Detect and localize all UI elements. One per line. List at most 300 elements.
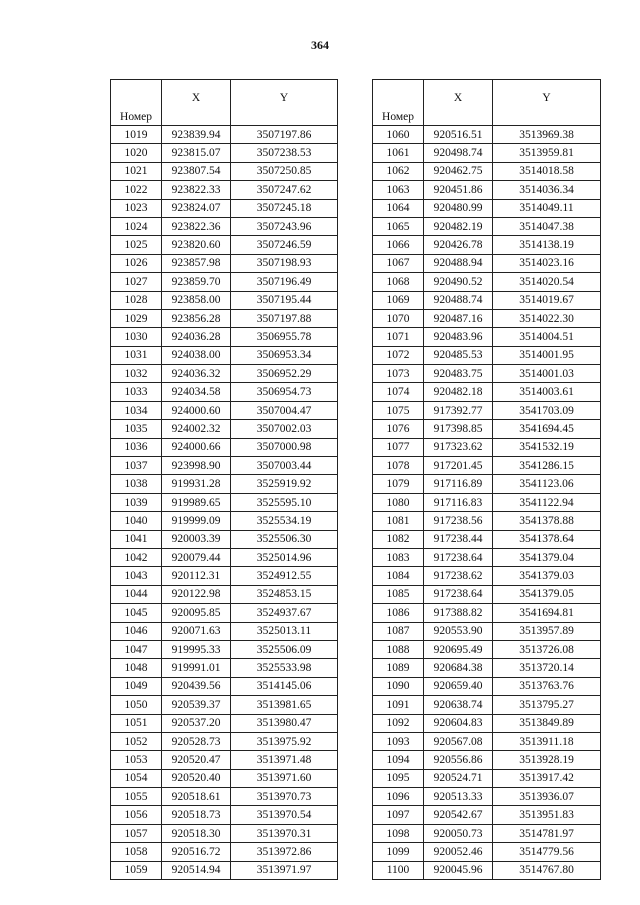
x-coordinate: 920482.19 xyxy=(424,217,493,235)
point-number: 1091 xyxy=(373,696,424,714)
y-coordinate: 3541694.81 xyxy=(493,604,601,622)
point-number: 1028 xyxy=(111,291,162,309)
y-coordinate: 3507002.03 xyxy=(231,420,338,438)
x-coordinate: 924000.60 xyxy=(162,401,231,419)
x-coordinate: 924002.32 xyxy=(162,420,231,438)
table-row xyxy=(111,181,338,199)
point-number: 1053 xyxy=(111,751,162,769)
table-row xyxy=(373,824,601,842)
point-number: 1019 xyxy=(111,126,162,144)
point-number: 1036 xyxy=(111,438,162,456)
x-coordinate: 920488.94 xyxy=(424,254,493,272)
point-number: 1081 xyxy=(373,512,424,530)
y-coordinate: 3514767.80 xyxy=(493,861,601,879)
x-coordinate: 923856.28 xyxy=(162,309,231,327)
table-row xyxy=(111,457,338,475)
point-number: 1050 xyxy=(111,696,162,714)
x-coordinate: 920487.16 xyxy=(424,309,493,327)
point-number: 1054 xyxy=(111,769,162,787)
y-coordinate: 3525534.19 xyxy=(231,512,338,530)
point-number: 1023 xyxy=(111,199,162,217)
point-number: 1022 xyxy=(111,181,162,199)
y-coordinate: 3514004.51 xyxy=(493,328,601,346)
point-number: 1045 xyxy=(111,604,162,622)
table-row xyxy=(111,365,338,383)
table-row xyxy=(373,401,601,419)
y-coordinate: 3507004.47 xyxy=(231,401,338,419)
point-number: 1061 xyxy=(373,144,424,162)
y-coordinate: 3514036.34 xyxy=(493,181,601,199)
point-number: 1038 xyxy=(111,475,162,493)
table-row xyxy=(373,751,601,769)
table-row xyxy=(373,383,601,401)
table-row xyxy=(373,567,601,585)
y-coordinate: 3507197.86 xyxy=(231,126,338,144)
y-coordinate: 3507198.93 xyxy=(231,254,338,272)
y-coordinate: 3513981.65 xyxy=(231,696,338,714)
x-coordinate: 920451.86 xyxy=(424,181,493,199)
x-coordinate: 917238.56 xyxy=(424,512,493,530)
x-coordinate: 923815.07 xyxy=(162,144,231,162)
table-row xyxy=(373,126,601,144)
x-coordinate: 920003.39 xyxy=(162,530,231,548)
y-coordinate: 3514145.06 xyxy=(231,677,338,695)
table-row xyxy=(111,530,338,548)
table-row xyxy=(111,162,338,180)
table-row xyxy=(373,806,601,824)
x-coordinate: 920514.94 xyxy=(162,861,231,879)
table-row xyxy=(111,309,338,327)
table-row xyxy=(111,291,338,309)
y-coordinate: 3513970.54 xyxy=(231,806,338,824)
y-coordinate: 3541378.88 xyxy=(493,512,601,530)
point-number: 1087 xyxy=(373,622,424,640)
table-row xyxy=(373,677,601,695)
point-number: 1070 xyxy=(373,309,424,327)
x-coordinate: 920426.78 xyxy=(424,236,493,254)
table-row xyxy=(373,217,601,235)
y-coordinate: 3525919.92 xyxy=(231,475,338,493)
point-number: 1035 xyxy=(111,420,162,438)
point-number: 1055 xyxy=(111,788,162,806)
x-coordinate: 923859.70 xyxy=(162,273,231,291)
y-coordinate: 3541123.06 xyxy=(493,475,601,493)
y-coordinate: 3513972.86 xyxy=(231,843,338,861)
x-coordinate: 917116.83 xyxy=(424,493,493,511)
y-coordinate: 3541286.15 xyxy=(493,457,601,475)
x-coordinate: 920485.53 xyxy=(424,346,493,364)
x-coordinate: 919989.65 xyxy=(162,493,231,511)
point-number: 1046 xyxy=(111,622,162,640)
table-row xyxy=(111,217,338,235)
table-row xyxy=(373,493,601,511)
point-number: 1031 xyxy=(111,346,162,364)
y-coordinate: 3514001.95 xyxy=(493,346,601,364)
header-y: Y xyxy=(231,80,338,126)
x-coordinate: 920695.49 xyxy=(424,640,493,658)
table-row xyxy=(111,346,338,364)
y-coordinate: 3514779.56 xyxy=(493,843,601,861)
x-coordinate: 917392.77 xyxy=(424,401,493,419)
table-row xyxy=(373,199,601,217)
point-number: 1086 xyxy=(373,604,424,622)
y-coordinate: 3525013.11 xyxy=(231,622,338,640)
x-coordinate: 920684.38 xyxy=(424,659,493,677)
table-row xyxy=(373,512,601,530)
y-coordinate: 3513957.89 xyxy=(493,622,601,640)
table-row xyxy=(111,199,338,217)
y-coordinate: 3514003.61 xyxy=(493,383,601,401)
x-coordinate: 923857.98 xyxy=(162,254,231,272)
y-coordinate: 3514138.19 xyxy=(493,236,601,254)
y-coordinate: 3541378.64 xyxy=(493,530,601,548)
y-coordinate: 3513951.83 xyxy=(493,806,601,824)
point-number: 1097 xyxy=(373,806,424,824)
point-number: 1058 xyxy=(111,843,162,861)
x-coordinate: 917201.45 xyxy=(424,457,493,475)
point-number: 1068 xyxy=(373,273,424,291)
y-coordinate: 3506952.29 xyxy=(231,365,338,383)
y-coordinate: 3541379.04 xyxy=(493,548,601,566)
table-header-row xyxy=(111,80,338,126)
point-number: 1095 xyxy=(373,769,424,787)
y-coordinate: 3514020.54 xyxy=(493,273,601,291)
table-row xyxy=(111,806,338,824)
x-coordinate: 920050.73 xyxy=(424,824,493,842)
table-row xyxy=(111,769,338,787)
table-row xyxy=(111,585,338,603)
table-row xyxy=(373,420,601,438)
table-row xyxy=(373,861,601,879)
coordinates-table-right xyxy=(372,79,601,880)
table-row xyxy=(373,548,601,566)
y-coordinate: 3513917.42 xyxy=(493,769,601,787)
y-coordinate: 3514781.97 xyxy=(493,824,601,842)
point-number: 1043 xyxy=(111,567,162,585)
table-row xyxy=(111,236,338,254)
table-row xyxy=(111,548,338,566)
table-row xyxy=(111,567,338,585)
x-coordinate: 920518.61 xyxy=(162,788,231,806)
table-row xyxy=(111,328,338,346)
table-row xyxy=(111,420,338,438)
table-row xyxy=(111,273,338,291)
x-coordinate: 920122.98 xyxy=(162,585,231,603)
x-coordinate: 920537.20 xyxy=(162,714,231,732)
table-row xyxy=(373,365,601,383)
y-coordinate: 3513971.97 xyxy=(231,861,338,879)
x-coordinate: 920553.90 xyxy=(424,622,493,640)
table-row xyxy=(373,604,601,622)
x-coordinate: 920567.08 xyxy=(424,732,493,750)
x-coordinate: 919991.01 xyxy=(162,659,231,677)
point-number: 1096 xyxy=(373,788,424,806)
point-number: 1079 xyxy=(373,475,424,493)
y-coordinate: 3513970.31 xyxy=(231,824,338,842)
table-row xyxy=(111,622,338,640)
point-number: 1098 xyxy=(373,824,424,842)
x-coordinate: 924038.00 xyxy=(162,346,231,364)
table-row xyxy=(111,475,338,493)
point-number: 1057 xyxy=(111,824,162,842)
point-number: 1030 xyxy=(111,328,162,346)
x-coordinate: 920462.75 xyxy=(424,162,493,180)
point-number: 1056 xyxy=(111,806,162,824)
y-coordinate: 3525014.96 xyxy=(231,548,338,566)
x-coordinate: 924000.66 xyxy=(162,438,231,456)
x-coordinate: 920498.74 xyxy=(424,144,493,162)
point-number: 1083 xyxy=(373,548,424,566)
table-row xyxy=(373,732,601,750)
table-row xyxy=(111,696,338,714)
x-coordinate: 920483.75 xyxy=(424,365,493,383)
x-coordinate: 917323.62 xyxy=(424,438,493,456)
table-row xyxy=(111,401,338,419)
y-coordinate: 3525595.10 xyxy=(231,493,338,511)
table-row xyxy=(373,640,601,658)
point-number: 1063 xyxy=(373,181,424,199)
x-coordinate: 917238.64 xyxy=(424,585,493,603)
table-row xyxy=(111,493,338,511)
table-row xyxy=(111,640,338,658)
x-coordinate: 923824.07 xyxy=(162,199,231,217)
point-number: 1024 xyxy=(111,217,162,235)
x-coordinate: 920045.96 xyxy=(424,861,493,879)
table-row xyxy=(111,254,338,272)
header-x: X xyxy=(162,80,231,126)
table-row xyxy=(111,861,338,879)
table-row xyxy=(373,346,601,364)
point-number: 1100 xyxy=(373,861,424,879)
x-coordinate: 920488.74 xyxy=(424,291,493,309)
x-coordinate: 920524.71 xyxy=(424,769,493,787)
point-number: 1066 xyxy=(373,236,424,254)
x-coordinate: 920516.72 xyxy=(162,843,231,861)
point-number: 1084 xyxy=(373,567,424,585)
y-coordinate: 3513795.27 xyxy=(493,696,601,714)
x-coordinate: 920482.18 xyxy=(424,383,493,401)
y-coordinate: 3514023.16 xyxy=(493,254,601,272)
point-number: 1099 xyxy=(373,843,424,861)
point-number: 1052 xyxy=(111,732,162,750)
point-number: 1051 xyxy=(111,714,162,732)
x-coordinate: 920539.37 xyxy=(162,696,231,714)
table-row xyxy=(373,438,601,456)
x-coordinate: 920659.40 xyxy=(424,677,493,695)
x-coordinate: 920095.85 xyxy=(162,604,231,622)
table-row xyxy=(373,162,601,180)
x-coordinate: 917116.89 xyxy=(424,475,493,493)
table-row xyxy=(373,769,601,787)
point-number: 1080 xyxy=(373,493,424,511)
point-number: 1039 xyxy=(111,493,162,511)
y-coordinate: 3541122.94 xyxy=(493,493,601,511)
y-coordinate: 3514049.11 xyxy=(493,199,601,217)
table-row xyxy=(111,732,338,750)
table-row xyxy=(111,383,338,401)
y-coordinate: 3507243.96 xyxy=(231,217,338,235)
point-number: 1062 xyxy=(373,162,424,180)
point-number: 1034 xyxy=(111,401,162,419)
y-coordinate: 3541379.05 xyxy=(493,585,601,603)
table-row xyxy=(373,457,601,475)
x-coordinate: 919931.28 xyxy=(162,475,231,493)
x-coordinate: 920638.74 xyxy=(424,696,493,714)
y-coordinate: 3513975.92 xyxy=(231,732,338,750)
y-coordinate: 3507247.62 xyxy=(231,181,338,199)
y-coordinate: 3513936.07 xyxy=(493,788,601,806)
y-coordinate: 3513911.18 xyxy=(493,732,601,750)
table-row xyxy=(373,291,601,309)
point-number: 1077 xyxy=(373,438,424,456)
point-number: 1092 xyxy=(373,714,424,732)
x-coordinate: 920052.46 xyxy=(424,843,493,861)
y-coordinate: 3524937.67 xyxy=(231,604,338,622)
y-coordinate: 3507000.98 xyxy=(231,438,338,456)
point-number: 1073 xyxy=(373,365,424,383)
y-coordinate: 3514018.58 xyxy=(493,162,601,180)
x-coordinate: 923858.00 xyxy=(162,291,231,309)
x-coordinate: 917388.82 xyxy=(424,604,493,622)
point-number: 1085 xyxy=(373,585,424,603)
point-number: 1044 xyxy=(111,585,162,603)
table-row xyxy=(373,309,601,327)
table-row xyxy=(373,475,601,493)
x-coordinate: 920483.96 xyxy=(424,328,493,346)
point-number: 1041 xyxy=(111,530,162,548)
table-row xyxy=(373,328,601,346)
y-coordinate: 3513969.38 xyxy=(493,126,601,144)
x-coordinate: 919999.09 xyxy=(162,512,231,530)
point-number: 1027 xyxy=(111,273,162,291)
x-coordinate: 920520.47 xyxy=(162,751,231,769)
y-coordinate: 3507003.44 xyxy=(231,457,338,475)
table-row xyxy=(111,126,338,144)
point-number: 1029 xyxy=(111,309,162,327)
header-y: Y xyxy=(493,80,601,126)
x-coordinate: 923807.54 xyxy=(162,162,231,180)
y-coordinate: 3513971.48 xyxy=(231,751,338,769)
y-coordinate: 3513849.89 xyxy=(493,714,601,732)
point-number: 1032 xyxy=(111,365,162,383)
y-coordinate: 3513970.73 xyxy=(231,788,338,806)
x-coordinate: 920071.63 xyxy=(162,622,231,640)
table-row xyxy=(373,144,601,162)
x-coordinate: 920480.99 xyxy=(424,199,493,217)
page-number: 364 xyxy=(311,38,329,52)
table-row xyxy=(111,824,338,842)
point-number: 1093 xyxy=(373,732,424,750)
table-row xyxy=(111,438,338,456)
header-number: Номер xyxy=(111,80,162,126)
point-number: 1067 xyxy=(373,254,424,272)
table-row xyxy=(111,659,338,677)
x-coordinate: 920542.67 xyxy=(424,806,493,824)
x-coordinate: 920516.51 xyxy=(424,126,493,144)
y-coordinate: 3506954.73 xyxy=(231,383,338,401)
x-coordinate: 924036.32 xyxy=(162,365,231,383)
x-coordinate: 917238.44 xyxy=(424,530,493,548)
x-coordinate: 923998.90 xyxy=(162,457,231,475)
table-row xyxy=(111,604,338,622)
point-number: 1074 xyxy=(373,383,424,401)
x-coordinate: 923822.33 xyxy=(162,181,231,199)
x-coordinate: 917398.85 xyxy=(424,420,493,438)
y-coordinate: 3524912.55 xyxy=(231,567,338,585)
point-number: 1064 xyxy=(373,199,424,217)
x-coordinate: 920520.40 xyxy=(162,769,231,787)
y-coordinate: 3513720.14 xyxy=(493,659,601,677)
point-number: 1047 xyxy=(111,640,162,658)
y-coordinate: 3525533.98 xyxy=(231,659,338,677)
point-number: 1059 xyxy=(111,861,162,879)
point-number: 1082 xyxy=(373,530,424,548)
table-header-row xyxy=(373,80,601,126)
point-number: 1040 xyxy=(111,512,162,530)
y-coordinate: 3514001.03 xyxy=(493,365,601,383)
y-coordinate: 3507196.49 xyxy=(231,273,338,291)
x-coordinate: 924034.58 xyxy=(162,383,231,401)
y-coordinate: 3541694.45 xyxy=(493,420,601,438)
point-number: 1090 xyxy=(373,677,424,695)
y-coordinate: 3541703.09 xyxy=(493,401,601,419)
y-coordinate: 3507238.53 xyxy=(231,144,338,162)
x-coordinate: 924036.28 xyxy=(162,328,231,346)
x-coordinate: 917238.62 xyxy=(424,567,493,585)
table-row xyxy=(373,530,601,548)
y-coordinate: 3541379.03 xyxy=(493,567,601,585)
point-number: 1072 xyxy=(373,346,424,364)
y-coordinate: 3514019.67 xyxy=(493,291,601,309)
x-coordinate: 920112.31 xyxy=(162,567,231,585)
x-coordinate: 923820.60 xyxy=(162,236,231,254)
point-number: 1025 xyxy=(111,236,162,254)
x-coordinate: 920518.30 xyxy=(162,824,231,842)
header-number: Номер xyxy=(373,80,424,126)
x-coordinate: 923822.36 xyxy=(162,217,231,235)
y-coordinate: 3513726.08 xyxy=(493,640,601,658)
table-row xyxy=(111,677,338,695)
table-row xyxy=(373,788,601,806)
y-coordinate: 3506953.34 xyxy=(231,346,338,364)
y-coordinate: 3507250.85 xyxy=(231,162,338,180)
x-coordinate: 920528.73 xyxy=(162,732,231,750)
point-number: 1076 xyxy=(373,420,424,438)
x-coordinate: 920556.86 xyxy=(424,751,493,769)
y-coordinate: 3507197.88 xyxy=(231,309,338,327)
x-coordinate: 917238.64 xyxy=(424,548,493,566)
y-coordinate: 3507195.44 xyxy=(231,291,338,309)
table-row xyxy=(373,585,601,603)
point-number: 1060 xyxy=(373,126,424,144)
point-number: 1021 xyxy=(111,162,162,180)
point-number: 1020 xyxy=(111,144,162,162)
table-row xyxy=(373,181,601,199)
table-row xyxy=(111,751,338,769)
point-number: 1088 xyxy=(373,640,424,658)
table-row xyxy=(373,254,601,272)
table-row xyxy=(111,788,338,806)
table-row xyxy=(373,696,601,714)
table-row xyxy=(373,236,601,254)
y-coordinate: 3513971.60 xyxy=(231,769,338,787)
point-number: 1071 xyxy=(373,328,424,346)
x-coordinate: 920079.44 xyxy=(162,548,231,566)
point-number: 1078 xyxy=(373,457,424,475)
y-coordinate: 3513928.19 xyxy=(493,751,601,769)
table-row xyxy=(373,622,601,640)
x-coordinate: 920439.56 xyxy=(162,677,231,695)
